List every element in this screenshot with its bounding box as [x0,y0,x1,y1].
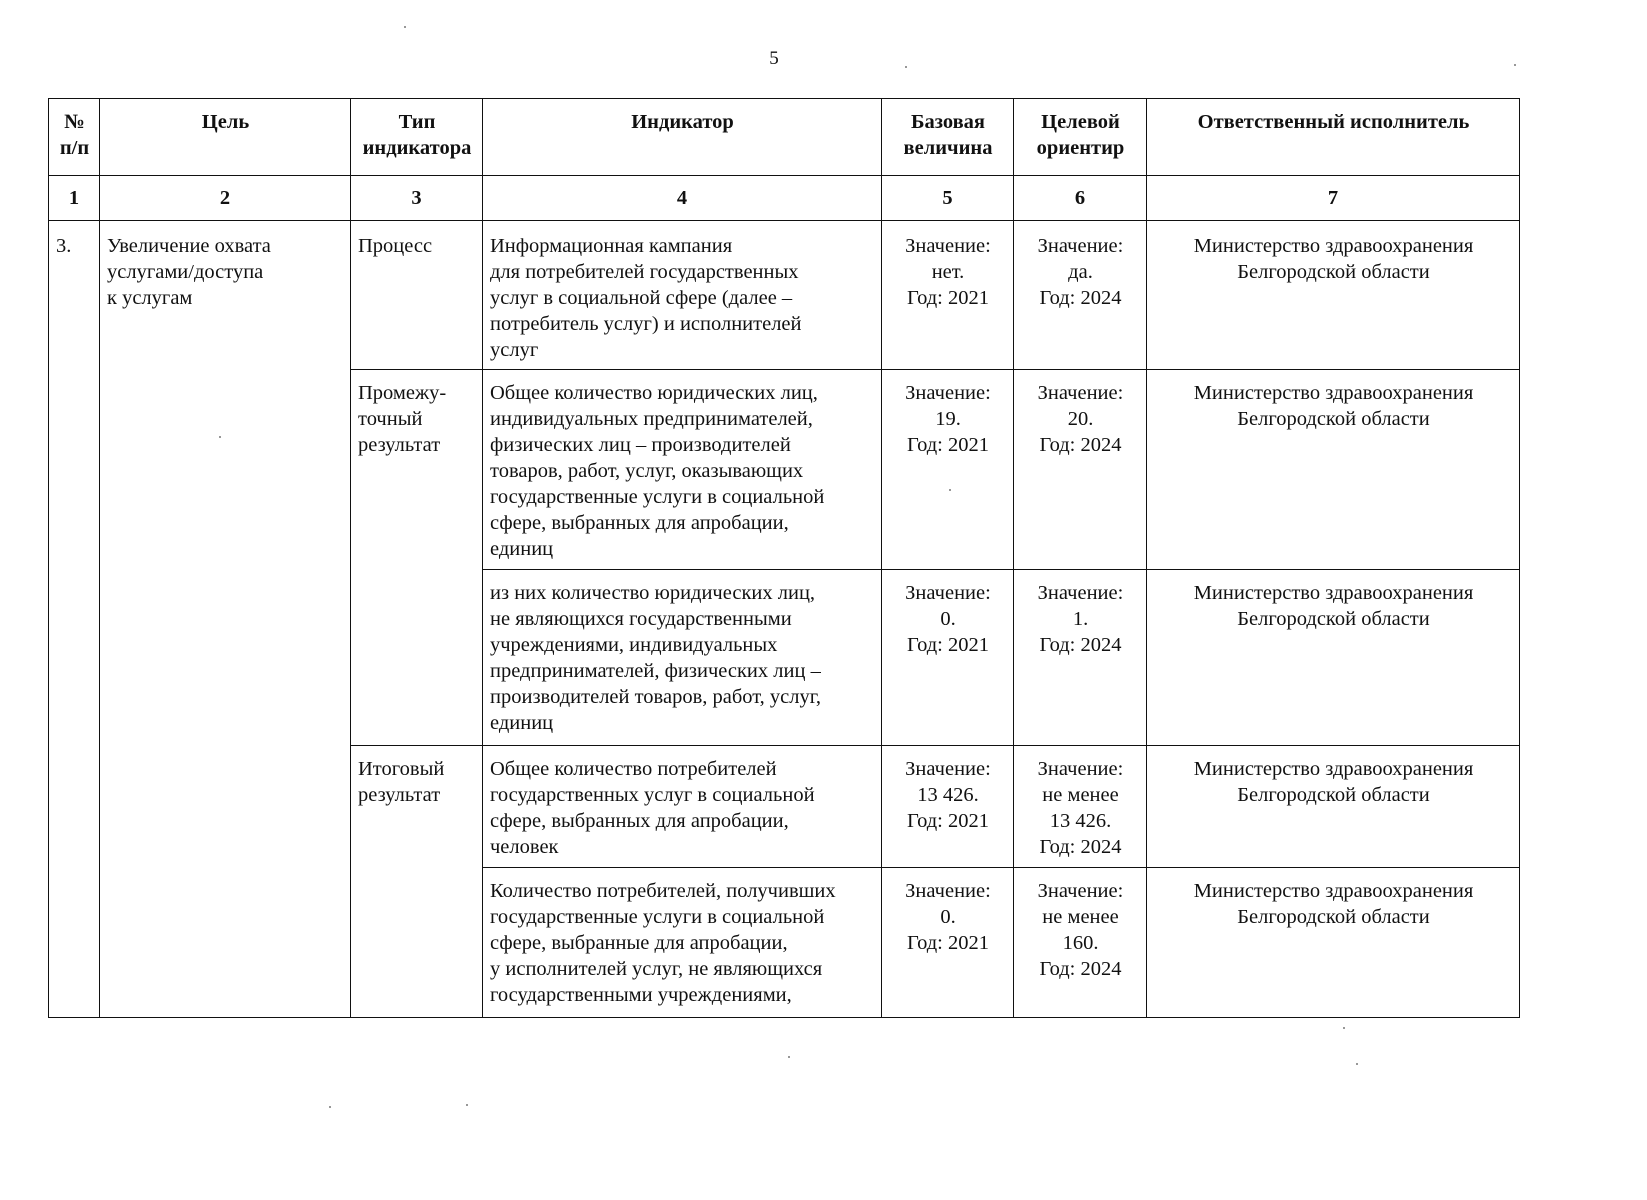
target-cell: Значение: 1. Год: 2024 [1014,570,1147,746]
column-number: 3 [351,176,483,221]
scan-speck [1343,1027,1345,1029]
header-indicator: Индикатор [483,99,882,176]
page-number: 5 [769,48,779,69]
goal-cell: Увеличение охвата услугами/доступа к услугам [100,221,351,1018]
target-cell: Значение: да. Год: 2024 [1014,221,1147,370]
indicator-cell: Информационная кампания для потребителей государственных услуг в социальной сфере (далее – потребитель услуг) и исполнителей услуг [483,221,882,370]
column-number: 4 [483,176,882,221]
header-base-value: Базовая величина [882,99,1014,176]
header-number: № п/п [49,99,100,176]
base-value-cell: Значение: 0. Год: 2021 [882,570,1014,746]
table-row [49,221,1520,370]
header-row [49,99,1520,176]
indicator-type-cell: Итоговый результат [351,746,483,1018]
indicator-cell: из них количество юридических лиц, не являющихся государственными учреждениями, индивидуальных предпринимателей, физических лиц – производителей товаров, работ, услуг, единиц [483,570,882,746]
column-number: 7 [1147,176,1520,221]
base-value-cell: Значение: нет. Год: 2021 [882,221,1014,370]
scan-speck [949,489,951,491]
header-responsible: Ответственный исполнитель [1147,99,1520,176]
indicator-cell: Количество потребителей, получивших государственные услуги в социальной сфере, выбранные для апробации, у исполнителей услуг, не являющихся государственными учреждениями, [483,868,882,1018]
base-value-cell: Значение: 0. Год: 2021 [882,868,1014,1018]
column-number-row [49,176,1520,221]
header-goal: Цель [100,99,351,176]
scan-speck [329,1106,331,1108]
column-number: 5 [882,176,1014,221]
base-value-cell: Значение: 19. Год: 2021 [882,370,1014,570]
responsible-cell: Министерство здравоохранения Белгородской области [1147,746,1520,868]
indicator-type-cell: Процесс [351,221,483,370]
scan-speck [788,1056,790,1058]
target-cell: Значение: не менее 160. Год: 2024 [1014,868,1147,1018]
responsible-cell: Министерство здравоохранения Белгородской области [1147,868,1520,1018]
item-number: 3. [49,221,100,1018]
header-target: Целевой ориентир [1014,99,1147,176]
scan-speck [404,26,406,28]
column-number: 1 [49,176,100,221]
scan-speck [1356,1063,1358,1065]
responsible-cell: Министерство здравоохранения Белгородской области [1147,370,1520,570]
indicator-cell: Общее количество потребителей государственных услуг в социальной сфере, выбранных для апробации, человек [483,746,882,868]
scan-speck [905,66,907,68]
target-cell: Значение: не менее 13 426. Год: 2024 [1014,746,1147,868]
header-indicator-type: Тип индикатора [351,99,483,176]
scan-speck [219,436,221,438]
indicator-type-cell: Промежу- точный результат [351,370,483,746]
responsible-cell: Министерство здравоохранения Белгородской области [1147,221,1520,370]
column-number: 6 [1014,176,1147,221]
target-cell: Значение: 20. Год: 2024 [1014,370,1147,570]
responsible-cell: Министерство здравоохранения Белгородской области [1147,570,1520,746]
indicators-table [48,98,1520,1018]
base-value-cell: Значение: 13 426. Год: 2021 [882,746,1014,868]
scan-speck [466,1104,468,1106]
column-number: 2 [100,176,351,221]
indicator-cell: Общее количество юридических лиц, индивидуальных предпринимателей, физических лиц – производителей товаров, работ, услуг, оказывающих государственные услуги в социальной сфере, выбранных для апробации, единиц [483,370,882,570]
scan-speck [1514,64,1516,66]
